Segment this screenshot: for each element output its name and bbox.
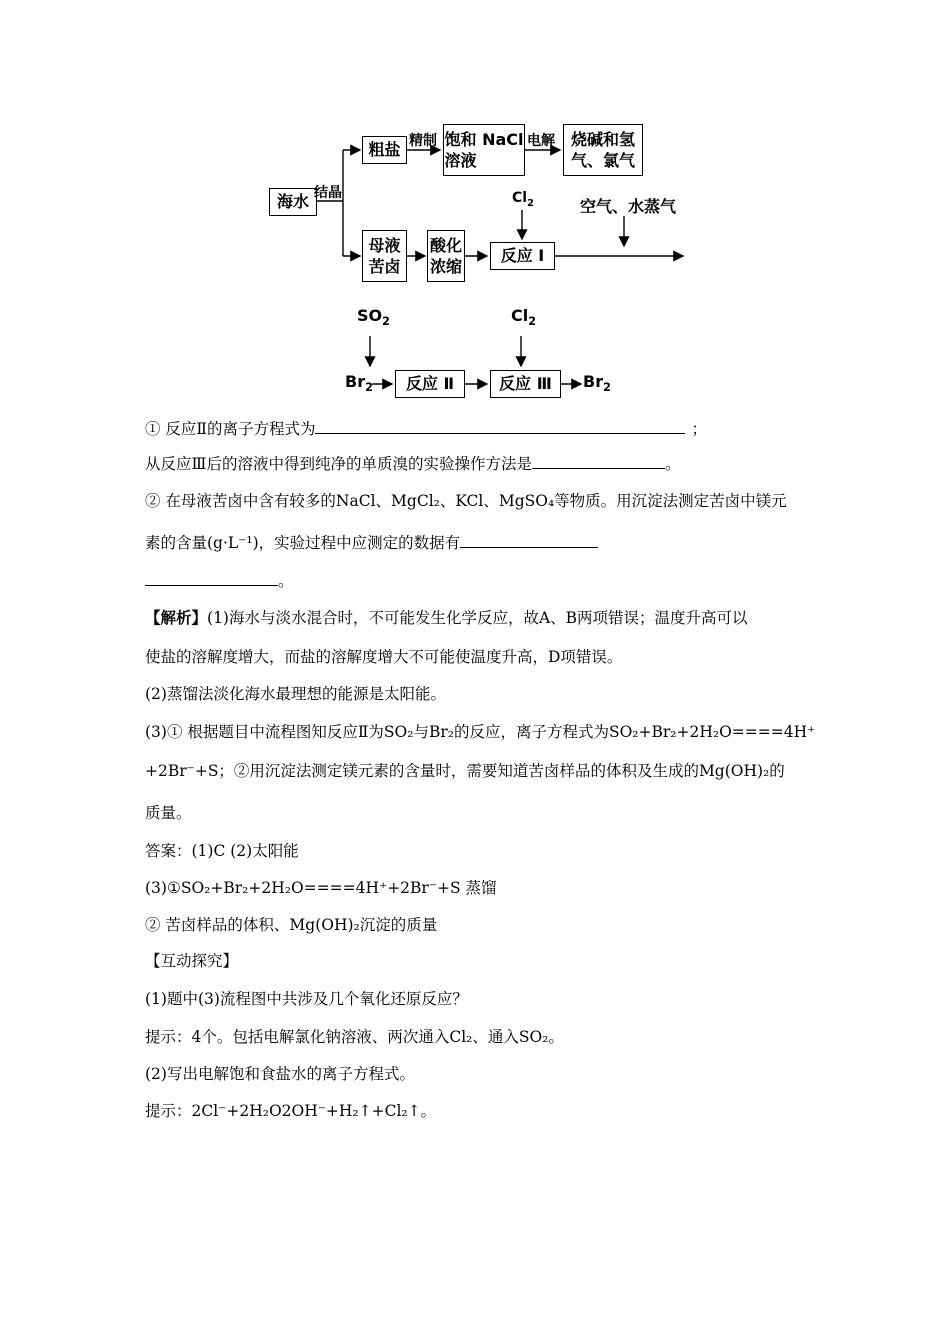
answer-blank-3 bbox=[460, 533, 598, 548]
cl2-label-top: $Cl_2$ bbox=[512, 190, 534, 209]
reaction3-label: 反应 Ⅲ bbox=[499, 374, 552, 393]
br2-output-label: $Br_2$ bbox=[583, 372, 611, 395]
explore-q1: (1)题中(3)流程图中共涉及几个氧化还原反应？ bbox=[145, 990, 468, 1008]
analysis-line-1: 【解析】(1)海水与淡水混合时，不可能发生化学反应，故A、B两项错误；温度升高可以 bbox=[145, 608, 748, 627]
reaction2-box bbox=[395, 370, 465, 398]
process-flow-diagram bbox=[255, 110, 695, 410]
question-line-3: ② 在母液苦卤中含有较多的NaCl、MgCl₂、KCl、MgSO₄等物质。用沉淀法测定苦卤中镁元 bbox=[145, 492, 787, 510]
answer-blank-2 bbox=[532, 454, 665, 469]
acid-line1: 酸化 bbox=[429, 236, 462, 255]
acidify-box bbox=[427, 230, 465, 282]
products-line1: 烧碱和氢 bbox=[570, 130, 635, 149]
answer-line-2: (3)①SO₂+Br₂+2H₂O====4H⁺+2Br⁻+S 蒸馏 bbox=[145, 879, 497, 897]
nacl-line2: 溶液 bbox=[444, 151, 477, 170]
cl2-label-bottom: $Cl_2$ bbox=[511, 306, 537, 329]
question-line-2: 从反应Ⅲ后的溶液中得到纯净的单质溴的实验操作方法是 。 bbox=[145, 455, 681, 473]
acid-line2: 浓缩 bbox=[429, 257, 462, 276]
explore-q2: (2)写出电解饱和食盐水的离子方程式。 bbox=[145, 1065, 415, 1083]
analysis-tag: 【解析】 bbox=[145, 608, 208, 627]
crystallize-label: 结晶 bbox=[314, 185, 342, 201]
reaction3-box bbox=[490, 370, 561, 398]
crude-salt-box bbox=[362, 136, 407, 164]
mother-liquor-box bbox=[362, 230, 407, 282]
analysis-line-5: +2Br⁻+S；②用沉淀法测定镁元素的含量时，需要知道苦卤样品的体积及生成的Mg(OH)₂的 bbox=[145, 762, 785, 780]
nacl-line1: 饱和 NaCl bbox=[444, 130, 524, 149]
refine-label: 精制 bbox=[409, 133, 437, 149]
reaction1-box bbox=[490, 242, 555, 270]
explore-hint2: 提示：2Cl⁻+2H₂O2OH⁻+H₂↑+Cl₂↑。 bbox=[145, 1102, 437, 1120]
question-line-1: ① 反应Ⅱ的离子方程式为 ； bbox=[145, 420, 707, 438]
products-box bbox=[563, 124, 643, 176]
explore-hint1: 提示：4个。包括电解氯化钠溶液、两次通入Cl₂、通入SO₂。 bbox=[145, 1028, 564, 1046]
answer-blank-1 bbox=[315, 419, 685, 434]
explore-heading: 【互动探究】 bbox=[145, 952, 239, 970]
seawater-box bbox=[269, 188, 317, 216]
reaction2-label: 反应 Ⅱ bbox=[405, 374, 455, 393]
products-line2: 气、氯气 bbox=[570, 151, 635, 170]
mother-line1: 母液 bbox=[368, 236, 401, 255]
so2-label: $SO_2$ bbox=[357, 306, 390, 329]
electrolysis-label: 电解 bbox=[527, 133, 555, 149]
br2-input-label: $Br_2$ bbox=[345, 372, 373, 395]
question-line-5: 。 bbox=[145, 570, 294, 592]
reaction1-label: 反应 Ⅰ bbox=[500, 246, 545, 265]
answer-blank-4 bbox=[145, 571, 278, 586]
nacl-solution-box bbox=[443, 124, 525, 176]
seawater-label: 海水 bbox=[276, 192, 309, 211]
answer-line-3: ② 苦卤样品的体积、Mg(OH)₂沉淀的质量 bbox=[145, 916, 438, 934]
analysis-line-2: 使盐的溶解度增大，而盐的溶解度增大不可能使温度升高，D项错误。 bbox=[145, 648, 623, 666]
analysis-line-4: (3)① 根据题目中流程图知反应Ⅱ为SO₂与Br₂的反应，离子方程式为SO₂+Br₂+2H₂O====4H⁺ bbox=[145, 723, 816, 741]
analysis-line-6: 质量。 bbox=[145, 804, 192, 822]
question-line-4: 素的含量(g·L⁻¹)，实验过程中应测定的数据有 bbox=[145, 532, 598, 554]
crude-salt-label: 粗盐 bbox=[368, 140, 401, 159]
mother-line2: 苦卤 bbox=[368, 257, 401, 276]
answer-line-1: 答案：(1)C (2)太阳能 bbox=[145, 842, 299, 860]
analysis-line-3: (2)蒸馏法淡化海水最理想的能源是太阳能。 bbox=[145, 685, 446, 703]
air-steam-label: 空气、水蒸气 bbox=[580, 197, 677, 216]
